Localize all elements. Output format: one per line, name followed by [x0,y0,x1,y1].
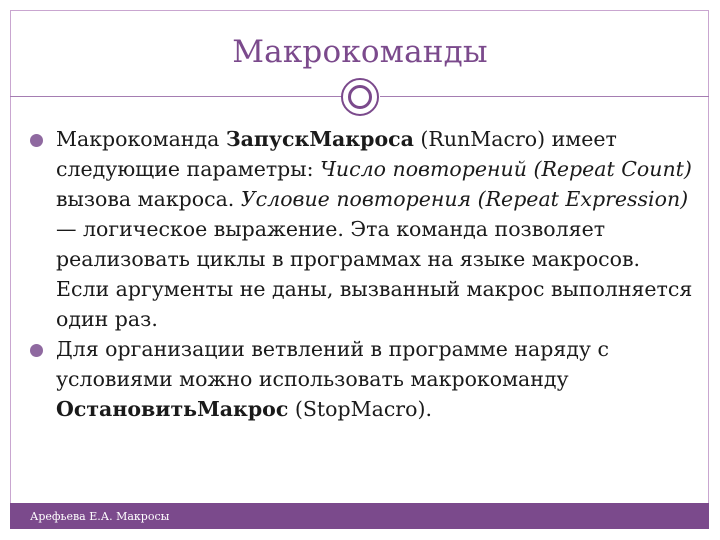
bullet-item [26,334,696,424]
slide-title: Макрокоманды [232,34,488,70]
bullet-item [26,124,696,334]
text-run-italic: Условие повторения (Repeat Expression) [240,187,689,211]
bullet-icon [30,344,43,357]
title-divider-right [380,96,709,97]
ring-inner-icon [348,85,372,109]
text-run: Для организации ветвлений в программе наряду с условиями можно использовать макрокоманду [56,337,609,391]
bullet-text [56,337,609,421]
slide-content [26,124,696,424]
text-run: вызова макроса. [56,187,241,211]
text-run: — логическое выражение. Эта команда позволяет реализовать циклы в программах на языке макросов. Если аргументы не даны, вызванный макрос выполняется один раз. [56,217,693,331]
text-run: (StopMacro). [288,397,432,421]
footer-bar [10,503,709,529]
text-run-bold: ОстановитьМакрос [56,397,289,421]
footer-text: Арефьева Е.А. Макросы [30,510,170,523]
text-run: (RunMacro) имеет следующие параметры: [56,127,617,181]
text-run-bold: ЗапускМакроса [225,127,414,151]
text-run-italic: Число повторений (Repeat Count) [320,157,692,181]
text-run: Макрокоманда [56,127,226,151]
ring-ornament-icon [341,78,379,116]
bullet-icon [30,134,43,147]
bullet-text [56,127,692,331]
title-divider-left [10,96,343,97]
